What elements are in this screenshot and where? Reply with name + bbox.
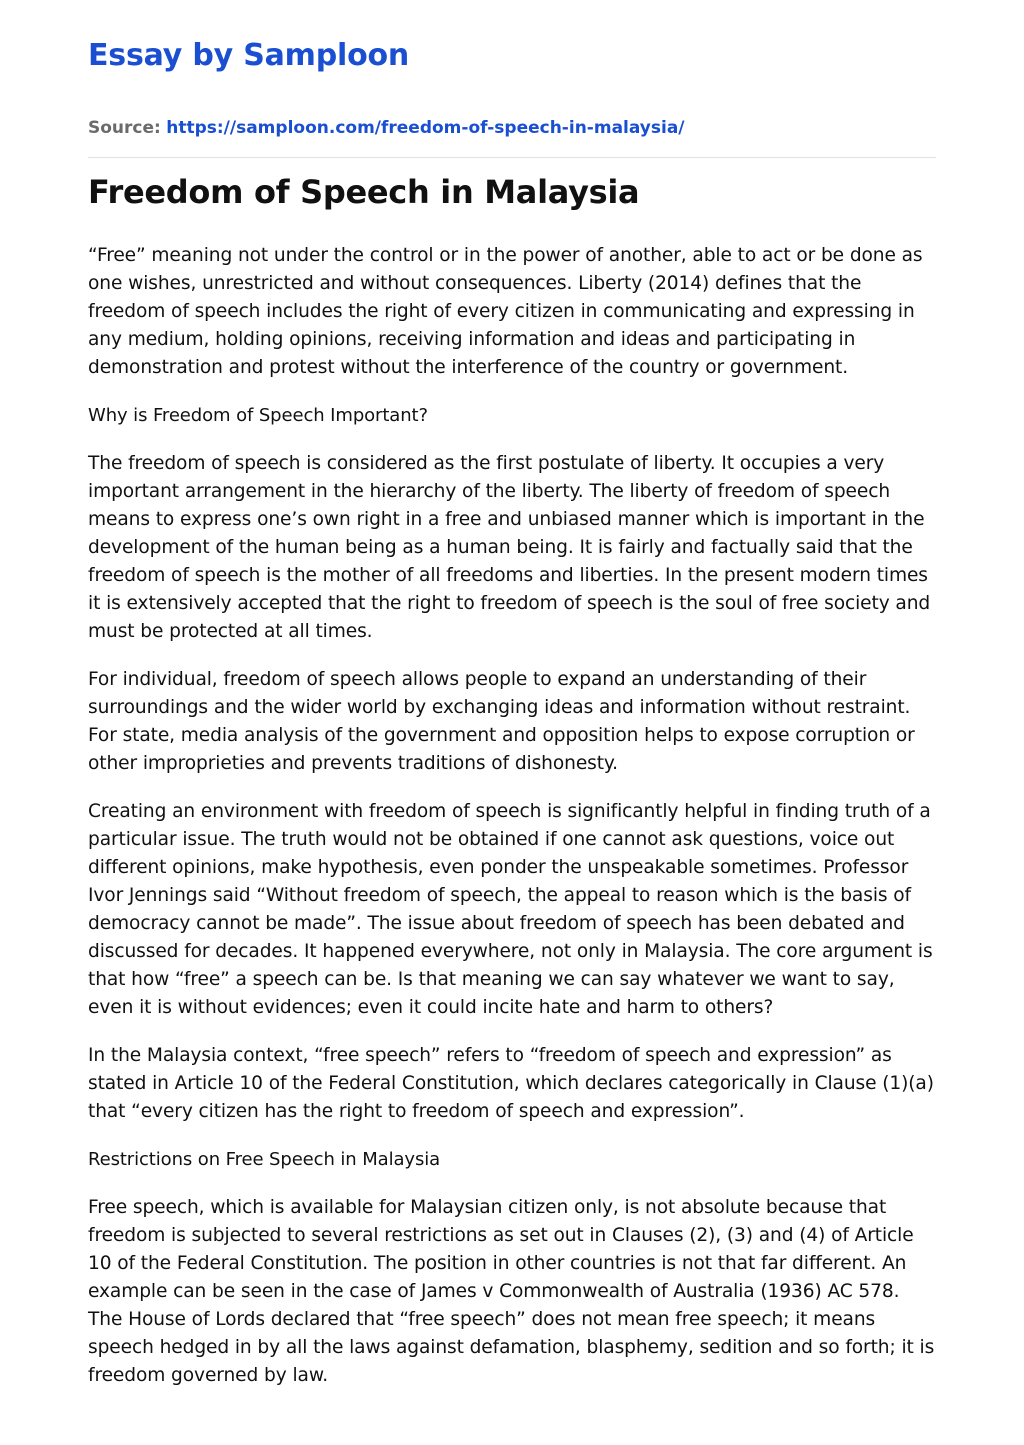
paragraph: Creating an environment with freedom of speech is significantly helpful in finding truth of a particular issue. The truth would not be obtained if one cannot ask questions, voice out different opinions, make hypothesis, even ponder the unspeakable sometimes. Professor Ivor Jennings said “Without freedom of speech, the appeal to reason which is the basis of democracy cannot be made”. The issue about freedom of speech has been debated and discussed for decades. It happened everywhere, not only in Malaysia. The core argument is that how “free” a speech can be. Is that meaning we can say whatever we want to say, even it is without evidences; even it could incite hate and harm to others?	[88, 801, 933, 1018]
essay-body	[88, 242, 936, 1390]
paragraph: “Free” meaning not under the control or in the power of another, able to act or be done as one wishes, unrestricted and without consequences. Liberty (2014) defines that the freedom of speech includes the right of every citizen in communicating and expressing in any medium, holding opinions, receiving information and ideas and participating in demonstration and protest without the interference of the country or government.	[88, 245, 923, 378]
site-brand-title: Essay by Samploon	[88, 38, 410, 73]
essay-title: Freedom of Speech in Malaysia	[88, 173, 640, 211]
paragraph: In the Malaysia context, “free speech” refers to “freedom of speech and expression” as stated in Article 10 of the Federal Constitution, which declares categorically in Clause (1)(a) that “every citizen has the right to freedom of speech and expression”.	[88, 1045, 934, 1122]
source-label: Source:	[88, 118, 161, 138]
source-line	[88, 116, 936, 140]
section-heading: Why is Freedom of Speech Important?	[88, 405, 428, 426]
header-divider	[88, 157, 936, 158]
section-heading: Restrictions on Free Speech in Malaysia	[88, 1149, 441, 1170]
source-link[interactable]: https://samploon.com/freedom-of-speech-in-malaysia/	[166, 118, 685, 138]
paragraph: The freedom of speech is considered as the first postulate of liberty. It occupies a very important arrangement in the hierarchy of the liberty. The liberty of freedom of speech means to express one’s own right in a free and unbiased manner which is important in the development of the human being as a human being. It is fairly and factually said that the freedom of speech is the mother of all freedoms and liberties. In the present modern times it is extensively accepted that the right to freedom of speech is the soul of free society and must be protected at all times.	[88, 453, 931, 642]
paragraph: For individual, freedom of speech allows people to expand an understanding of their surroundings and the wider world by exchanging ideas and information without restraint. For state, media analysis of the government and opposition helps to expose corruption or other improprieties and prevents traditions of dishonesty.	[88, 669, 915, 774]
paragraph: Free speech, which is available for Malaysian citizen only, is not absolute because that freedom is subjected to several restrictions as set out in Clauses (2), (3) and (4) of Article 10 of the Federal Constitution. The position in other countries is not that far different. An example can be seen in the case of James v Commonwealth of Australia (1936) AC 578. The House of Lords declared that “free speech” does not mean free speech; it means speech hedged in by all the laws against defamation, blasphemy, sedition and so forth; it is freedom governed by law.	[88, 1197, 935, 1386]
